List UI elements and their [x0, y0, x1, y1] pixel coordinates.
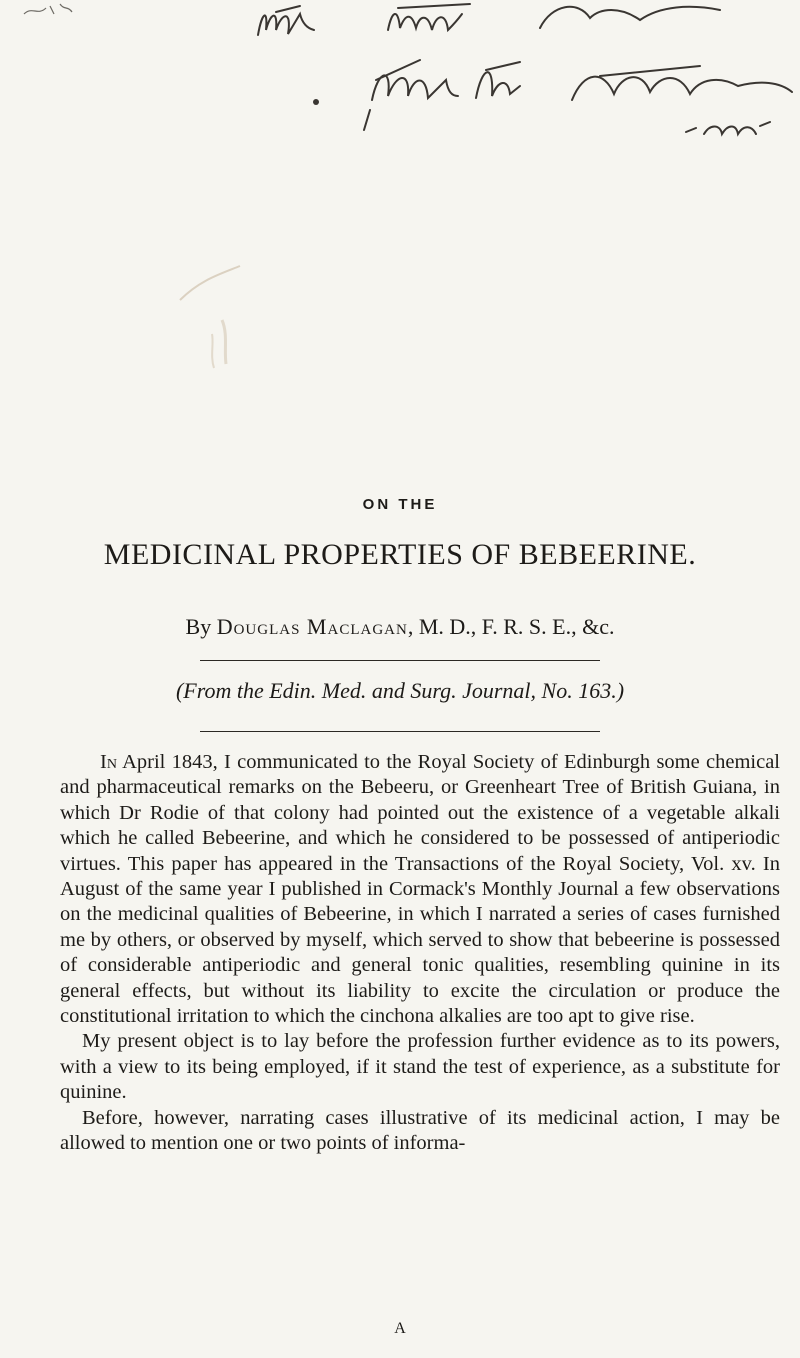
- divider-bottom: [200, 731, 600, 732]
- paragraph-3: Before, however, narrating cases illustrative of its medicinal action, I may be allowed to mention one or two points of informa-: [60, 1106, 780, 1155]
- paragraph-2: My present object is to lay before the profession further evidence as to its powers, with a view to its being employed, if it stand the test of experience, as a substitute for quinine.: [60, 1030, 780, 1104]
- byline: [0, 614, 800, 640]
- handwritten-inscription-icon: [0, 0, 800, 140]
- paper-stain-icon: [170, 260, 250, 380]
- divider-top: [200, 660, 600, 661]
- author-name: Douglas Maclagan: [216, 614, 408, 639]
- byline-prefix: By: [185, 614, 212, 639]
- heading-kicker: ON THE: [362, 496, 438, 513]
- page-title: MEDICINAL PROPERTIES OF BEBEERINE.: [103, 538, 697, 571]
- article-body: [60, 750, 780, 1157]
- signature-mark: A: [394, 1320, 406, 1337]
- source-citation: (From the Edin. Med. and Surg. Journal, No. 163.): [175, 678, 625, 703]
- author-credentials: , M. D., F. R. S. E., &c.: [407, 614, 615, 639]
- paragraph-1-text: April 1843, I communicated to the Royal Society of Edinburgh some chemical and pharmaceutical remarks on the Bebeeru, or Greenheart Tree of British Guiana, in which Dr Rodie of that colony had pointed out the existence of a vegetable alkali which he called Bebeerine, and which he considered to be possessed of antiperiodic virtues. This paper has appeared in the Transactions of the Royal Society, Vol. xv. In August of the same year I published in Cormack's Monthly Journal a few observations on the medicinal qualities of Bebeerine, in which I narrated a series of cases furnished me by others, or observed by myself, which served to show that bebeerine is possessed of considerable antiperiodic and general tonic qualities, resembling quinine in its general effects, but without its liability to excite the circulation or produce the constitutional irritation to which the cinchona alkalies are too apt to give rise.: [60, 751, 780, 1028]
- lead-in: In: [100, 751, 117, 773]
- paragraph-1: [60, 750, 780, 1029]
